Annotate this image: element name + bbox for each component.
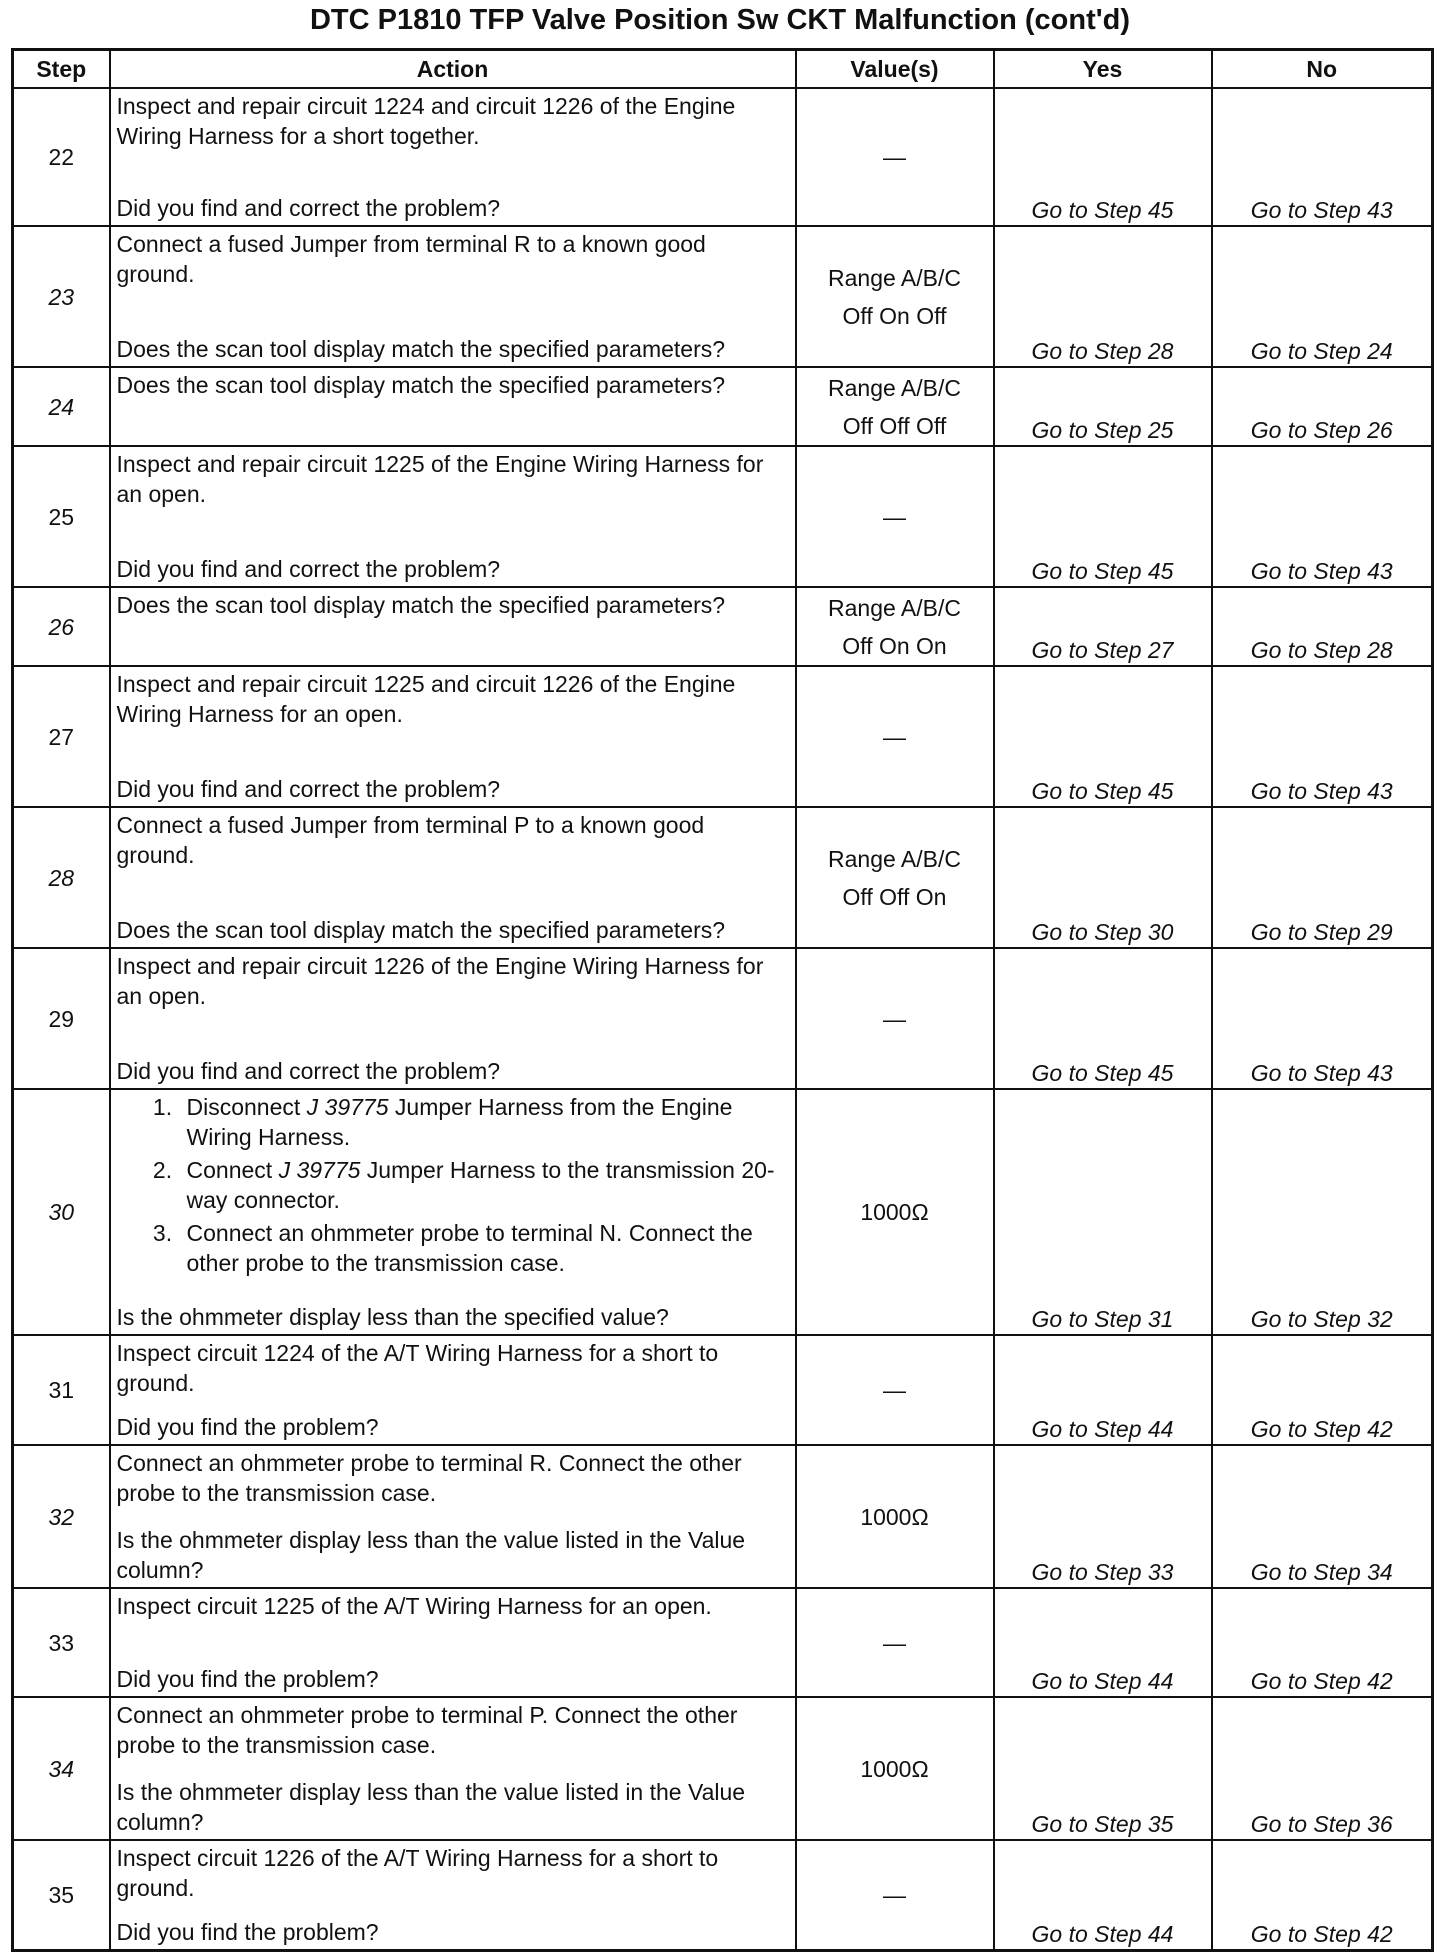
action-cell <box>110 948 796 1089</box>
header-values: Value(s) <box>796 50 994 89</box>
no-goto: Go to Step 32 <box>1212 1089 1433 1335</box>
no-goto: Go to Step 43 <box>1212 666 1433 807</box>
action-question: Is the ohmmeter display less than the specified value? <box>116 1304 669 1330</box>
yes-goto: Go to Step 33 <box>994 1445 1212 1588</box>
action-question: Does the scan tool display match the specified parameters? <box>116 592 726 618</box>
yes-goto: Go to Step 25 <box>994 367 1212 446</box>
value-range-states: Off Off Off <box>842 412 947 439</box>
value-range-label: Range A/B/C <box>828 264 961 291</box>
no-goto: Go to Step 24 <box>1212 226 1433 367</box>
step-number: 32 <box>13 1445 110 1588</box>
value-range-states: Off On On <box>842 632 947 659</box>
table-header-row <box>13 50 1433 89</box>
table-row <box>13 1588 1433 1697</box>
yes-goto: Go to Step 44 <box>994 1840 1212 1950</box>
action-question: Does the scan tool display match the specified parameters? <box>116 336 726 362</box>
action-cell <box>110 1335 796 1445</box>
step-number: 26 <box>13 587 110 666</box>
yes-goto: Go to Step 45 <box>994 666 1212 807</box>
value-range-states: Off On Off <box>842 302 947 329</box>
action-cell <box>110 367 796 446</box>
action-question: Did you find the problem? <box>116 1666 379 1692</box>
value-range-states: Off Off On <box>842 883 947 910</box>
header-yes: Yes <box>994 50 1212 89</box>
step-number: 35 <box>13 1840 110 1950</box>
yes-goto: Go to Step 30 <box>994 807 1212 948</box>
value-range-label: Range A/B/C <box>828 374 961 401</box>
value-cell: — <box>796 1588 994 1697</box>
action-cell <box>110 587 796 666</box>
value-cell: — <box>796 1335 994 1445</box>
yes-goto: Go to Step 45 <box>994 948 1212 1089</box>
yes-goto: Go to Step 27 <box>994 587 1212 666</box>
value-cell: — <box>796 88 994 226</box>
no-goto: Go to Step 42 <box>1212 1588 1433 1697</box>
step-number: 34 <box>13 1697 110 1840</box>
yes-goto: Go to Step 45 <box>994 88 1212 226</box>
action-question: Does the scan tool display match the specified parameters? <box>116 372 726 398</box>
action-text: Inspect circuit 1224 of the A/T Wiring Harness for a short to ground. <box>116 1340 719 1396</box>
page-title: DTC P1810 TFP Valve Position Sw CKT Malfunction (cont'd) <box>309 4 1131 36</box>
value-cell <box>796 587 994 666</box>
step-number: 25 <box>13 446 110 587</box>
yes-goto: Go to Step 44 <box>994 1588 1212 1697</box>
value-cell: — <box>796 446 994 587</box>
step-number: 29 <box>13 948 110 1089</box>
table-row <box>13 1089 1433 1335</box>
yes-goto: Go to Step 45 <box>994 446 1212 587</box>
yes-goto: Go to Step 35 <box>994 1697 1212 1840</box>
action-question: Did you find and correct the problem? <box>116 195 501 221</box>
yes-goto: Go to Step 44 <box>994 1335 1212 1445</box>
table-row <box>13 367 1433 446</box>
table-row <box>13 948 1433 1089</box>
table-row <box>13 226 1433 367</box>
value-cell: 1000Ω <box>796 1445 994 1588</box>
no-goto: Go to Step 34 <box>1212 1445 1433 1588</box>
action-cell <box>110 226 796 367</box>
action-cell <box>110 1089 796 1335</box>
value-cell: — <box>796 666 994 807</box>
tool-reference: J 39775 <box>306 1094 389 1120</box>
table-row <box>13 446 1433 587</box>
action-text: Inspect and repair circuit 1225 and circuit 1226 of the Engine Wiring Harness for an open. <box>116 671 736 727</box>
action-cell <box>110 1588 796 1697</box>
action-question: Did you find and correct the problem? <box>116 556 501 582</box>
value-cell <box>796 367 994 446</box>
action-question: Did you find the problem? <box>116 1918 379 1945</box>
table-row <box>13 1445 1433 1588</box>
value-cell: — <box>796 1840 994 1950</box>
substep-item: 2. Connect J 39775 Jumper Harness to the transmission 20-way connector. <box>179 1155 789 1215</box>
substep-item: 3. Connect an ohmmeter probe to terminal N. Connect the other probe to the transmission case. <box>179 1218 789 1278</box>
yes-goto: Go to Step 28 <box>994 226 1212 367</box>
action-text: Connect a fused Jumper from terminal P to a known good ground. <box>116 812 705 868</box>
step-number: 33 <box>13 1588 110 1697</box>
value-cell: — <box>796 948 994 1089</box>
action-cell <box>110 1445 796 1588</box>
value-cell <box>796 807 994 948</box>
yes-goto: Go to Step 31 <box>994 1089 1212 1335</box>
action-text: Inspect circuit 1226 of the A/T Wiring Harness for a short to ground. <box>116 1845 719 1901</box>
value-range-label: Range A/B/C <box>828 845 961 872</box>
action-text: Inspect and repair circuit 1225 of the Engine Wiring Harness for an open. <box>116 451 764 507</box>
action-cell <box>110 446 796 587</box>
action-text: Connect an ohmmeter probe to terminal R. Connect the other probe to the transmission case. <box>116 1450 742 1506</box>
no-goto: Go to Step 43 <box>1212 88 1433 226</box>
action-question: Did you find the problem? <box>116 1414 379 1440</box>
no-goto: Go to Step 42 <box>1212 1335 1433 1445</box>
action-cell <box>110 88 796 226</box>
value-cell: 1000Ω <box>796 1697 994 1840</box>
header-no: No <box>1212 50 1433 89</box>
no-goto: Go to Step 36 <box>1212 1697 1433 1840</box>
step-number: 27 <box>13 666 110 807</box>
table-row <box>13 587 1433 666</box>
action-question: Is the ohmmeter display less than the value listed in the Value column? <box>116 1779 746 1835</box>
substep-list <box>117 1092 789 1281</box>
table-row <box>13 1840 1433 1950</box>
no-goto: Go to Step 26 <box>1212 367 1433 446</box>
table-row <box>13 1335 1433 1445</box>
step-number: 28 <box>13 807 110 948</box>
action-cell <box>110 1697 796 1840</box>
diagnostic-table <box>11 48 1434 1952</box>
action-text: Connect a fused Jumper from terminal R to a known good ground. <box>116 231 706 287</box>
step-number: 31 <box>13 1335 110 1445</box>
table-row <box>13 666 1433 807</box>
action-question: Did you find and correct the problem? <box>116 776 501 802</box>
action-question: Does the scan tool display match the specified parameters? <box>116 917 726 943</box>
step-number: 30 <box>13 1089 110 1335</box>
no-goto: Go to Step 43 <box>1212 948 1433 1089</box>
action-text: Inspect and repair circuit 1226 of the Engine Wiring Harness for an open. <box>116 953 764 1009</box>
value-cell: 1000Ω <box>796 1089 994 1335</box>
action-text: Inspect and repair circuit 1224 and circuit 1226 of the Engine Wiring Harness for a short together. <box>116 93 736 149</box>
action-question: Did you find and correct the problem? <box>116 1058 501 1084</box>
table-row <box>13 1697 1433 1840</box>
no-goto: Go to Step 29 <box>1212 807 1433 948</box>
table-row <box>13 88 1433 226</box>
step-number: 23 <box>13 226 110 367</box>
no-goto: Go to Step 43 <box>1212 446 1433 587</box>
header-action: Action <box>110 50 796 89</box>
value-cell <box>796 226 994 367</box>
action-question: Is the ohmmeter display less than the value listed in the Value column? <box>116 1527 746 1583</box>
table-row <box>13 807 1433 948</box>
action-cell <box>110 807 796 948</box>
substep-item: 1. Disconnect J 39775 Jumper Harness from the Engine Wiring Harness. <box>179 1092 789 1152</box>
tool-reference: J 39775 <box>278 1157 361 1183</box>
no-goto: Go to Step 28 <box>1212 587 1433 666</box>
value-range-label: Range A/B/C <box>828 594 961 621</box>
no-goto: Go to Step 42 <box>1212 1840 1433 1950</box>
step-number: 22 <box>13 88 110 226</box>
action-text: Connect an ohmmeter probe to terminal P. Connect the other probe to the transmission case. <box>116 1702 738 1758</box>
action-text: Inspect circuit 1225 of the A/T Wiring Harness for an open. <box>116 1593 712 1619</box>
header-step: Step <box>13 50 110 89</box>
action-cell <box>110 666 796 807</box>
step-number: 24 <box>13 367 110 446</box>
action-cell <box>110 1840 796 1950</box>
